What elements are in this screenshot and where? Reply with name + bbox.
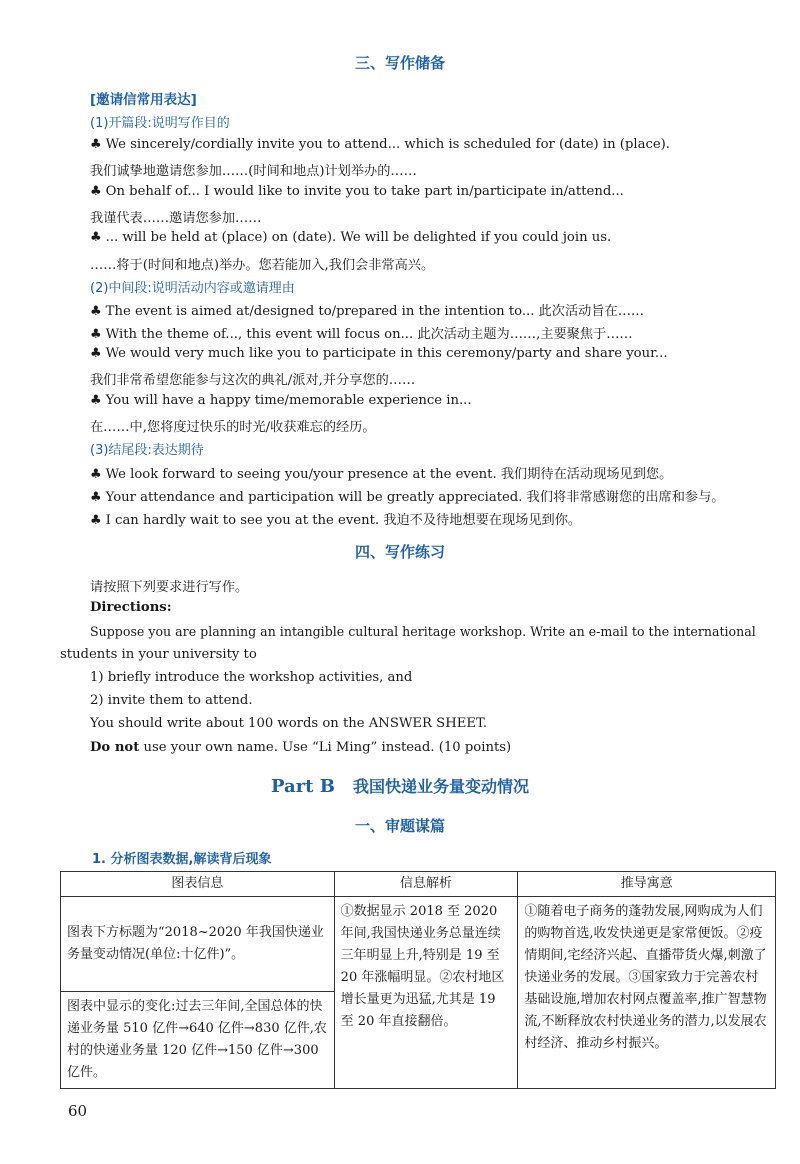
- expression-line: [90, 346, 668, 361]
- table-cell: 图表下方标题为“2018~2020 年我国快递业务量变动情况(单位:十亿件)”。: [61, 897, 335, 992]
- analysis-table: [60, 871, 776, 1089]
- expression-en: On behalf of... I would like to invite you to take part in/participate in/attend...: [105, 184, 624, 199]
- instructions-intro: 请按照下列要求进行写作。: [90, 580, 249, 595]
- table-header: 信息解析: [334, 872, 518, 897]
- expression-en: Your attendance and participation will be greatly appreciated. 我们将非常感谢您的出席和参与。: [105, 490, 725, 505]
- partb-title: 我国快递业务量变动情况: [352, 777, 529, 796]
- expression-en: The event is aimed at/designed to/prepared in the intention to... 此次活动旨在……: [105, 304, 645, 319]
- expression-zh: 在……中,您将度过快乐的时光/收获难忘的经历。: [90, 420, 376, 435]
- partb-label: Part B: [270, 776, 335, 797]
- sub-heading-3: (3)结尾段:表达期待: [90, 443, 204, 458]
- table-cell: 图表中显示的变化:过去三年间,全国总体的快递业务量 510 亿件→640 亿件→830 亿件,农村的快递业务量 120 亿件→150 亿件→300 亿件。: [61, 992, 335, 1089]
- expression-en: ... will be held at (place) on (date). We will be delighted if you could join us.: [105, 230, 612, 245]
- expression-line: [90, 300, 644, 319]
- club-icon: ♣: [90, 137, 102, 152]
- section3-title: 三、写作储备: [354, 54, 445, 72]
- club-icon: ♣: [90, 393, 102, 408]
- table-row: [61, 897, 776, 992]
- club-icon: ♣: [90, 346, 102, 361]
- club-icon: ♣: [90, 490, 102, 505]
- expression-en: We sincerely/cordially invite you to attend... which is scheduled for (date) in (place).: [105, 137, 670, 152]
- expression-zh: ……将于(时间和地点)举办。您若能加入,我们会非常高兴。: [90, 258, 435, 273]
- expression-en: We look forward to seeing you/your presence at the event. 我们期待在活动现场见到您。: [105, 467, 673, 482]
- expression-line: [90, 486, 724, 505]
- club-icon: ♣: [90, 327, 102, 342]
- sub-heading-2: (2)中间段:说明活动内容或邀请理由: [90, 281, 295, 296]
- directions-paragraph-cont: students in your university to: [60, 647, 257, 662]
- directions-paragraph: Suppose you are planning an intangible cultural heritage workshop. Write an e-mail to the international: [90, 624, 756, 639]
- club-icon: ♣: [90, 467, 102, 482]
- expression-line: [90, 323, 633, 342]
- expression-zh: 我谨代表……邀请您参加……: [90, 211, 262, 226]
- sub-heading-1: (1)开篇段:说明写作目的: [90, 116, 230, 131]
- table-header: 推导寓意: [518, 872, 776, 897]
- table-cell: ①随着电子商务的蓬勃发展,网购成为人们的购物首选,收发快递更是家常便饭。②疫情期间,宅经济兴起、直播带货火爆,刺激了快递业务的发展。③国家致力于完善农村基础设施,增加农村网点覆盖率,推广智慧物流,不断释放农村快递业务的潜力,以发展农村经济、推动乡村振兴。: [518, 897, 776, 1089]
- expression-line: [90, 509, 581, 528]
- club-icon: ♣: [90, 513, 102, 528]
- table-header-row: [61, 872, 776, 897]
- expression-zh: 我们非常希望您能参与这次的典礼/派对,并分享您的……: [90, 373, 416, 388]
- expression-en: You will have a happy time/memorable experience in...: [105, 393, 472, 408]
- expression-en: We would very much like you to participate in this ceremony/party and share your...: [105, 346, 668, 361]
- table-header: 图表信息: [61, 872, 335, 897]
- expression-en: I can hardly wait to see you at the event. 我迫不及待地想要在现场见到你。: [105, 513, 582, 528]
- page-number: 60: [68, 1102, 88, 1120]
- directions-point-1: 1) briefly introduce the workshop activities, and: [90, 670, 413, 685]
- partb-subtitle: 一、审题谋篇: [354, 817, 445, 835]
- table-cell: ①数据显示 2018 至 2020 年间,我国快递业务总量连续三年明显上升,特别是 19 至 20 年涨幅明显。②农村地区增长量更为迅猛,尤其是 19 至 20 年直接翻倍。: [334, 897, 518, 1089]
- expression-zh: 我们诚挚地邀请您参加……(时间和地点)计划举办的……: [90, 164, 417, 179]
- club-icon: ♣: [90, 304, 102, 319]
- expression-line: [90, 463, 672, 482]
- club-icon: ♣: [90, 184, 102, 199]
- directions-label: Directions:: [90, 600, 172, 615]
- expression-line: [90, 184, 624, 199]
- club-icon: ♣: [90, 230, 102, 245]
- expression-line: [90, 393, 472, 408]
- section4-title: 四、写作练习: [354, 543, 445, 561]
- name-requirement: Do not use your own name. Use “Li Ming” instead. (10 points): [90, 740, 512, 755]
- expression-line: [90, 230, 611, 245]
- box-title: [邀请信常用表达]: [90, 92, 197, 108]
- expression-en: With the theme of..., this event will focus on... 此次活动主题为……,主要聚焦于……: [105, 327, 633, 342]
- step-heading: 1. 分析图表数据,解读背后现象: [92, 852, 272, 867]
- directions-point-2: 2) invite them to attend.: [90, 693, 253, 708]
- expression-line: [90, 137, 670, 152]
- word-requirement: You should write about 100 words on the ANSWER SHEET.: [90, 716, 488, 731]
- partb-heading: [0, 774, 800, 797]
